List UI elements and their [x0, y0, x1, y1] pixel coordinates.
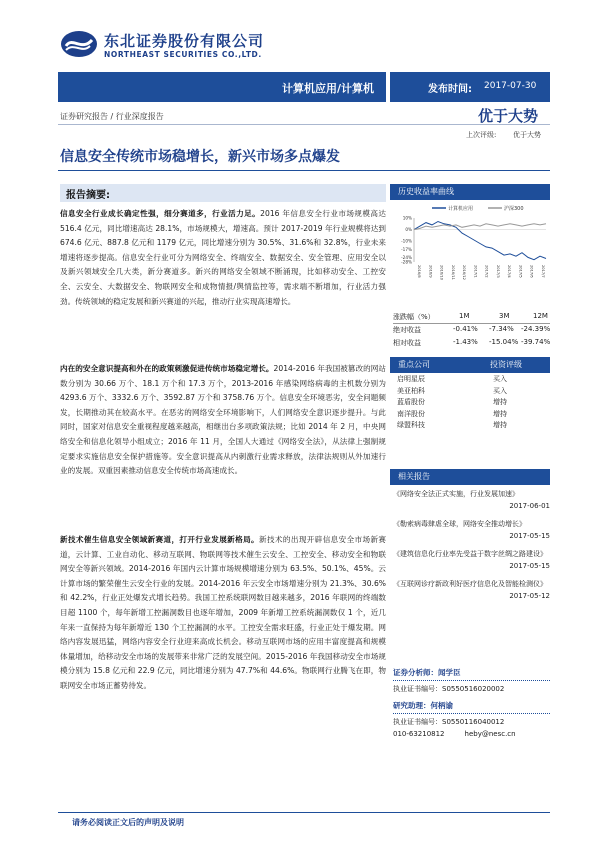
- assistant-email[interactable]: heby@nesc.cn: [464, 730, 516, 738]
- company-name: 启明星辰: [397, 375, 425, 383]
- paragraph-3: [60, 533, 386, 694]
- assistant-name: 何柄谕: [430, 701, 453, 710]
- publish-bar: [390, 72, 550, 102]
- company-name: 南洋股份: [397, 409, 425, 418]
- rating-header-label: 投资评级: [490, 360, 522, 369]
- x-tick-label: 2017/2: [484, 265, 489, 278]
- company-rating: 买入: [493, 386, 507, 395]
- divider: [393, 713, 550, 714]
- brand-name-cn: 东北证券股份有限公司: [104, 32, 265, 50]
- divider: [58, 812, 550, 813]
- analyst-block: [393, 667, 550, 694]
- company-name: 绿盟科技: [397, 421, 425, 429]
- report-date: 2017-06-01: [509, 502, 550, 510]
- x-tick-label: 2017/7: [541, 265, 545, 278]
- company-logo: [60, 30, 98, 58]
- analyst-cert: S0550516020002: [442, 685, 505, 693]
- perf-col-1m: 1M: [459, 312, 470, 320]
- list-item: [393, 386, 550, 398]
- analyst-cert-key: 执业证书编号：: [393, 685, 442, 693]
- report-title[interactable]: 《勒索病毒肆虐全球，网络安全推动增长》: [393, 520, 526, 528]
- company-rating: 增持: [493, 421, 507, 429]
- return-chart: [392, 200, 550, 288]
- table-row: [393, 324, 550, 337]
- x-tick-label: 2016/10: [439, 265, 444, 280]
- rating-prev-value: 优于大势: [513, 131, 541, 139]
- reports-header: [390, 469, 550, 485]
- publish-date: 2017-07-30: [484, 81, 537, 91]
- divider: [393, 323, 550, 324]
- page-title: 信息安全传统市场稳增长，新兴市场多点爆发: [60, 149, 340, 165]
- legend-label: 沪深300: [504, 206, 524, 212]
- report-title[interactable]: 《互联网诊疗新政利好医疗信息化及智能检测仪》: [393, 580, 547, 588]
- assistant-cert: S0550116040012: [442, 718, 505, 726]
- summary-label: 报告摘要:: [66, 190, 110, 201]
- companies-header-label: 重点公司: [398, 360, 430, 369]
- report-title[interactable]: 《建筑信息化行业率先受益于数字丝绸之路建设》: [393, 550, 547, 558]
- paragraph-lead: 信息安全行业成长确定性强，细分赛道多，行业活力足。: [60, 209, 261, 218]
- perf-value: -0.41%: [453, 325, 478, 333]
- divider: [393, 680, 550, 681]
- rating-current: 优于大势: [478, 107, 539, 125]
- reports-header-label: 相关报告: [398, 472, 430, 481]
- analyst-name: 闻学臣: [438, 668, 461, 677]
- x-tick-label: 2017/3: [495, 265, 500, 278]
- report-date: 2017-05-15: [509, 562, 550, 570]
- table-row: [393, 337, 550, 350]
- perf-value: -24.39%: [521, 325, 551, 333]
- paragraph-2: [60, 362, 386, 479]
- x-tick-label: 2016/12: [462, 265, 467, 280]
- rating-prev-key: 上次评级:: [466, 131, 497, 139]
- paragraph-lead: 内在的安全意识提高和外在的政策刺激促进传统市场稳定增长。: [60, 364, 274, 373]
- footer-disclaimer: 请务必阅读正文后的声明及说明: [72, 818, 184, 827]
- assistant-block: [393, 700, 550, 738]
- perf-value: -7.34%: [489, 325, 514, 333]
- summary-header: [60, 184, 386, 202]
- company-name: 美亚柏科: [397, 386, 425, 395]
- paragraph-text: 2014-2016 年我国被篡改的网站数分别为 30.66 万个、18.1 万个和 17.3 万个，2013-2016 年感染网络病毒的主机数分别为 4293.6 万个、3332.6 万个、3592.87 万个和 3758.76 万个。信息安全环境恶劣，安全问题频发，长期推动其在较高水平。在恶劣的网络安全环境影响下，人们网络安全意识逐步提升。与此同时，国家对信息安全重视程度越来越高，相继出台多项政策法规；比如 2014 年 2 月，中央网络安全和信息化领导小组成立；2016 年 11 月，全国人大通过《网络安全法》，从法律上强制规定要求实施信息安全保护措施等。安全意识提高从内刺激行业需求释放，法律法规则从外加速行业的发展。双重因素推动信息安全传统市场高速成长。: [60, 364, 386, 476]
- list-item: [393, 374, 550, 386]
- legend-label: 计算机应用: [448, 206, 474, 212]
- perf-value: -1.43%: [453, 338, 478, 346]
- brand-name-en: NORTHEAST SECURITIES CO.,LTD.: [104, 50, 262, 59]
- divider: [58, 170, 550, 171]
- perf-value: -15.04%: [489, 338, 519, 346]
- assistant-role: 研究助理：: [393, 701, 431, 710]
- x-tick-label: 2017/1: [473, 265, 478, 278]
- report-date: 2017-05-12: [509, 592, 550, 600]
- breadcrumb: 证券研究报告 / 行业深度报告: [60, 112, 164, 121]
- report-date: 2017-05-15: [509, 532, 550, 540]
- divider: [58, 124, 550, 125]
- sector-bar: [58, 72, 386, 102]
- x-tick-label: 2017/6: [529, 265, 534, 278]
- companies-list: [393, 374, 550, 432]
- y-tick-label: -17%: [401, 246, 412, 252]
- x-tick-label: 2017/5: [518, 265, 523, 278]
- paragraph-1: [60, 207, 386, 309]
- companies-header: [390, 357, 550, 373]
- publish-key: 发布时间:: [428, 84, 472, 95]
- assistant-cert-key: 执业证书编号：: [393, 718, 442, 726]
- perf-col-label: 涨跌幅（%）: [393, 313, 435, 321]
- paragraph-text: 新技术的出现开辟信息安全市场新赛道，云计算、工业自动化、移动互联网、物联网等技术催生云安全、工控安全、移动安全和物联网安全等新兴领域。2014-2016 年国内云计算市场规模增速分别为 63.5%、50.1%、45%。云计算市场的繁荣催生云安全行业的发展。2014-2016 年云安全市场增速分别为 21.3%、30.6%和 42.2%，行业正处爆发式增长趋势。我国工控系统联网数目越来越多，2016 年联网的终端数目超 1100 个，每年新增工控漏洞数目也逐年增加，2009 年新增工控系统漏洞数仅 1 个，近几年来一直保持为每年新增近 130 个工控漏洞的水平。工控安全需求旺盛，行业正处于爆发期。网络内容发展迅猛，网络内容安全行业迎来高成长机会。移动互联网市场的应用丰富度提高和规模体量增加，给移动安全市场的发展带来非常广泛的发展空间。2015-2016 年我国移动安全市场规模分别为 15.8 亿元和 22.9 亿元，同比增速分别为 47.7%和 44.6%。物联网行业腾飞在即，物联网安全市场正蓄势待发。: [60, 535, 387, 690]
- list-item: [393, 397, 550, 409]
- report-title[interactable]: 《网络安全法正式实施，行业发展加速》: [393, 490, 519, 498]
- chart-header-label: 历史收益率曲线: [398, 187, 454, 196]
- y-tick-label: -10%: [401, 238, 412, 244]
- paragraph-text: 2016 年信息安全行业市场规模高达 516.4 亿元，同比增速高达 28.1%，市场规模大，增速高。预计 2017-2019 年行业规模将达到 674.6 亿元、887.8 亿元和 1179 亿元，同比增速分别为 30.5%、31.6%和 32.8%，行业未来增速将逐步提高。信息安全行业可分为网络安全、终端安全、数据安全、安全管理、应用安全以及新兴领域安全几大类，新分赛道多。新兴的网络安全领域不断涌现，比如移动安全、工控安全、云安全、大数据安全、物联网安全和成物情报/舆情监控等，需求端不断增加，行业活力强劲。传统领域的稳定发展和新兴赛道的兴起，推动行业实现高速增长。: [60, 209, 386, 306]
- sector-label: 计算机应用/计算机: [281, 82, 374, 95]
- series-line: [414, 224, 546, 230]
- chart-header: [390, 184, 550, 200]
- analyst-role: 证券分析师：: [393, 668, 438, 677]
- perf-value: -39.74%: [521, 338, 551, 346]
- y-tick-label: -24%: [401, 254, 412, 260]
- perf-row-label: 绝对收益: [393, 326, 421, 334]
- list-item: [393, 420, 550, 432]
- company-rating: 买入: [493, 375, 507, 383]
- company-rating: 增持: [493, 409, 507, 418]
- reports-list: [393, 488, 550, 608]
- y-tick-label: 10%: [402, 215, 412, 221]
- y-tick-label: -28%: [401, 259, 412, 265]
- company-name: 蓝盾股份: [397, 398, 425, 406]
- paragraph-lead: 新技术催生信息安全领域新赛道，打开行业发展新格局。: [60, 535, 260, 544]
- perf-row-label: 相对收益: [393, 339, 421, 347]
- company-rating: 增持: [493, 398, 507, 406]
- x-tick-label: 2017/4: [507, 265, 512, 278]
- assistant-phone: 010-63210812: [393, 730, 445, 738]
- x-tick-label: 2016/8: [417, 265, 421, 278]
- y-tick-label: 0%: [405, 227, 412, 233]
- x-tick-label: 2016/11: [450, 265, 455, 280]
- x-tick-label: 2016/9: [428, 265, 433, 278]
- perf-col-12m: 12M: [533, 312, 548, 320]
- list-item: [393, 409, 550, 421]
- performance-table: [393, 311, 550, 350]
- perf-col-3m: 3M: [499, 312, 510, 320]
